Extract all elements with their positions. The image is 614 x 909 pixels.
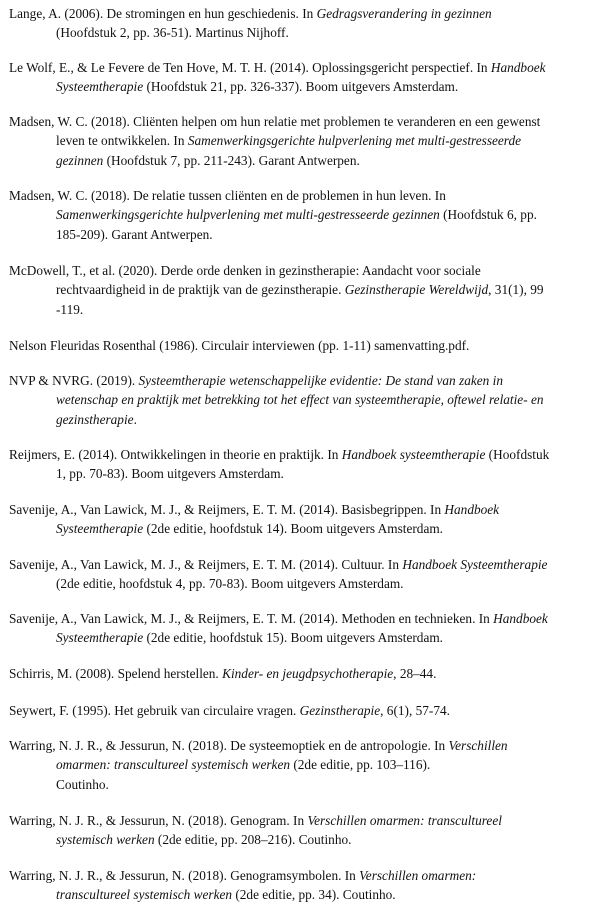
reference-entry	[9, 500, 609, 539]
reference-text: -119.	[56, 301, 84, 317]
reference-text: Madsen, W. C. (2018). Cliënten helpen om hun relatie met problemen te veranderen en een gewenst	[9, 114, 541, 129]
reference-line	[9, 866, 609, 885]
reference-line	[9, 131, 609, 150]
reference-entry	[9, 555, 609, 594]
reference-line	[9, 280, 609, 299]
reference-italic-text: Handboek	[493, 611, 548, 626]
reference-text: Warring, N. J. R., & Jessurun, N. (2018). De systeemoptiek en de antropologie. In	[9, 738, 449, 753]
reference-line	[9, 371, 609, 390]
reference-text: Warring, N. J. R., & Jessurun, N. (2018). Genogram. In	[9, 813, 308, 828]
reference-text: (Hoofdstuk	[485, 447, 550, 462]
reference-text: 185-209). Garant Antwerpen.	[56, 226, 213, 242]
reference-text: 1, pp. 70-83). Boom uitgevers Amsterdam.	[56, 466, 284, 482]
reference-line	[9, 225, 609, 244]
reference-italic-text: wetenschap en praktijk met betrekking tot het effect van systeemtherapie, oftewel relatie- en	[56, 392, 544, 408]
reference-text: (Hoofdstuk 21, pp. 326-337). Boom uitgevers Amsterdam.	[143, 79, 459, 95]
reference-line	[9, 519, 609, 538]
reference-text: (2de editie, pp. 34). Coutinho.	[232, 887, 396, 903]
reference-line	[9, 390, 609, 409]
reference-line	[9, 811, 609, 830]
reference-entry	[9, 58, 609, 97]
reference-line	[9, 336, 609, 355]
reference-italic-text: omarmen: transcultureel systemisch werken	[56, 757, 291, 773]
reference-entry	[9, 701, 609, 720]
reference-line	[9, 830, 609, 849]
reference-italic-text: Handboek systeemtherapie	[341, 447, 486, 462]
reference-text: Nelson Fleuridas Rosenthal (1986). Circulair interviewen (pp. 1-11) samenvatting.pdf.	[9, 338, 470, 353]
reference-text: leven te ontwikkelen. In	[56, 133, 188, 149]
reference-text: (Hoofdstuk 2, pp. 36-51). Martinus Nijhoff.	[56, 25, 289, 41]
reference-text: Madsen, W. C. (2018). De relatie tussen cliënten en de problemen in hun leven. In	[9, 188, 446, 203]
reference-text: Schirris, M. (2008). Spelend herstellen.	[9, 666, 223, 681]
reference-line	[9, 205, 609, 224]
reference-line	[9, 23, 609, 42]
reference-italic-text: Systeemtherapie	[56, 79, 144, 95]
reference-line	[9, 628, 609, 647]
reference-entry	[9, 811, 609, 850]
reference-entry	[9, 336, 609, 355]
reference-text: .	[133, 411, 137, 427]
reference-line	[9, 445, 609, 464]
reference-line	[9, 58, 609, 77]
reference-italic-text: Gezinstherapie Wereldwijd	[344, 282, 489, 298]
reference-entry	[9, 664, 609, 683]
reference-entry	[9, 445, 609, 484]
reference-line	[9, 775, 609, 794]
reference-text: (2de editie, hoofdstuk 15). Boom uitgevers Amsterdam.	[143, 630, 444, 646]
reference-line	[9, 112, 609, 131]
reference-italic-text: Samenwerkingsgerichte hulpverlening met multi-gestresseerde	[187, 133, 522, 149]
reference-italic-text: Handboek	[490, 60, 546, 75]
reference-italic-text: gezinnen	[56, 152, 104, 168]
reference-text: , 31(1), 99	[488, 282, 544, 298]
reference-text: (Hoofdstuk 7, pp. 211-243). Garant Antwerpen.	[103, 152, 360, 168]
reference-text: Savenije, A., Van Lawick, M. J., & Reijmers, E. T. M. (2014). Basisbegrippen. In	[9, 502, 445, 517]
reference-entry	[9, 261, 609, 319]
reference-line	[9, 701, 609, 720]
reference-entry	[9, 736, 609, 794]
reference-italic-text: gezinstherapie	[56, 411, 134, 427]
reference-italic-text: transcultureel systemisch werken	[56, 887, 233, 903]
reference-text: (Hoofdstuk 6, pp.	[439, 207, 537, 223]
reference-text: Seywert, F. (1995). Het gebruik van circulaire vragen.	[9, 703, 300, 718]
reference-line	[9, 736, 609, 755]
reference-text: , 28–44.	[393, 666, 437, 681]
reference-text: Coutinho.	[56, 776, 109, 792]
reference-text: Savenije, A., Van Lawick, M. J., & Reijmers, E. T. M. (2014). Methoden en technieken. In	[9, 611, 494, 626]
reference-italic-text: Verschillen omarmen:	[359, 868, 477, 883]
reference-text: (2de editie, hoofdstuk 14). Boom uitgevers Amsterdam.	[143, 521, 444, 537]
reference-entry	[9, 866, 609, 905]
reference-line	[9, 755, 609, 774]
reference-text: (2de editie, pp. 208–216). Coutinho.	[154, 832, 352, 848]
reference-entry	[9, 4, 609, 43]
reference-italic-text: Systeemtherapie wetenschappelijke evidentie: De stand van zaken in	[138, 373, 503, 388]
reference-italic-text: Gezinstherapie	[299, 703, 381, 718]
reference-text: rechtvaardigheid in de praktijk van de gezinstherapie.	[56, 282, 345, 298]
reference-line	[9, 77, 609, 96]
reference-text: Lange, A. (2006). De stromingen en hun geschiedenis. In	[9, 6, 317, 21]
reference-entry	[9, 609, 609, 648]
reference-line	[9, 500, 609, 519]
reference-text: NVP & NVRG. (2019).	[9, 373, 139, 388]
reference-line	[9, 609, 609, 628]
reference-italic-text: Handboek Systeemtherapie	[402, 557, 548, 572]
reference-italic-text: Systeemtherapie	[56, 521, 144, 537]
reference-line	[9, 186, 609, 205]
reference-line	[9, 151, 609, 170]
reference-text: McDowell, T., et al. (2020). Derde orde denken in gezinstherapie: Aandacht voor sociale	[9, 263, 481, 278]
reference-line	[9, 664, 609, 683]
reference-line	[9, 410, 609, 429]
reference-text: Le Wolf, E., & Le Fevere de Ten Hove, M. T. H. (2014). Oplossingsgericht perspectief. In	[9, 60, 491, 75]
reference-italic-text: systemisch werken	[56, 832, 155, 848]
reference-italic-text: Systeemtherapie	[56, 630, 144, 646]
reference-entry	[9, 186, 609, 244]
reference-text: Savenije, A., Van Lawick, M. J., & Reijmers, E. T. M. (2014). Cultuur. In	[9, 557, 403, 572]
reference-line	[9, 555, 609, 574]
reference-italic-text: Kinder- en jeugdpsychotherapie	[222, 666, 394, 681]
reference-italic-text: Verschillen	[448, 738, 508, 753]
reference-line	[9, 4, 609, 23]
reference-entry	[9, 112, 609, 170]
reference-line	[9, 464, 609, 483]
reference-line	[9, 300, 609, 319]
reference-text: Warring, N. J. R., & Jessurun, N. (2018). Genogramsymbolen. In	[9, 868, 360, 883]
reference-line	[9, 574, 609, 593]
reference-text: (2de editie, pp. 103–116).	[290, 757, 431, 773]
reference-italic-text: Samenwerkingsgerichte hulpverlening met multi-gestresseerde gezinnen	[56, 207, 440, 223]
reference-italic-text: Handboek	[444, 502, 500, 517]
reference-entry	[9, 371, 609, 429]
reference-text: , 6(1), 57-74.	[380, 703, 450, 718]
reference-italic-text: Verschillen omarmen: transcultureel	[307, 813, 502, 828]
reference-text: (2de editie, hoofdstuk 4, pp. 70-83). Boom uitgevers Amsterdam.	[56, 576, 404, 592]
reference-italic-text: Gedragsverandering in gezinnen	[316, 6, 492, 21]
reference-line	[9, 261, 609, 280]
reference-line	[9, 885, 609, 904]
reference-text: Reijmers, E. (2014). Ontwikkelingen in theorie en praktijk. In	[9, 447, 342, 462]
